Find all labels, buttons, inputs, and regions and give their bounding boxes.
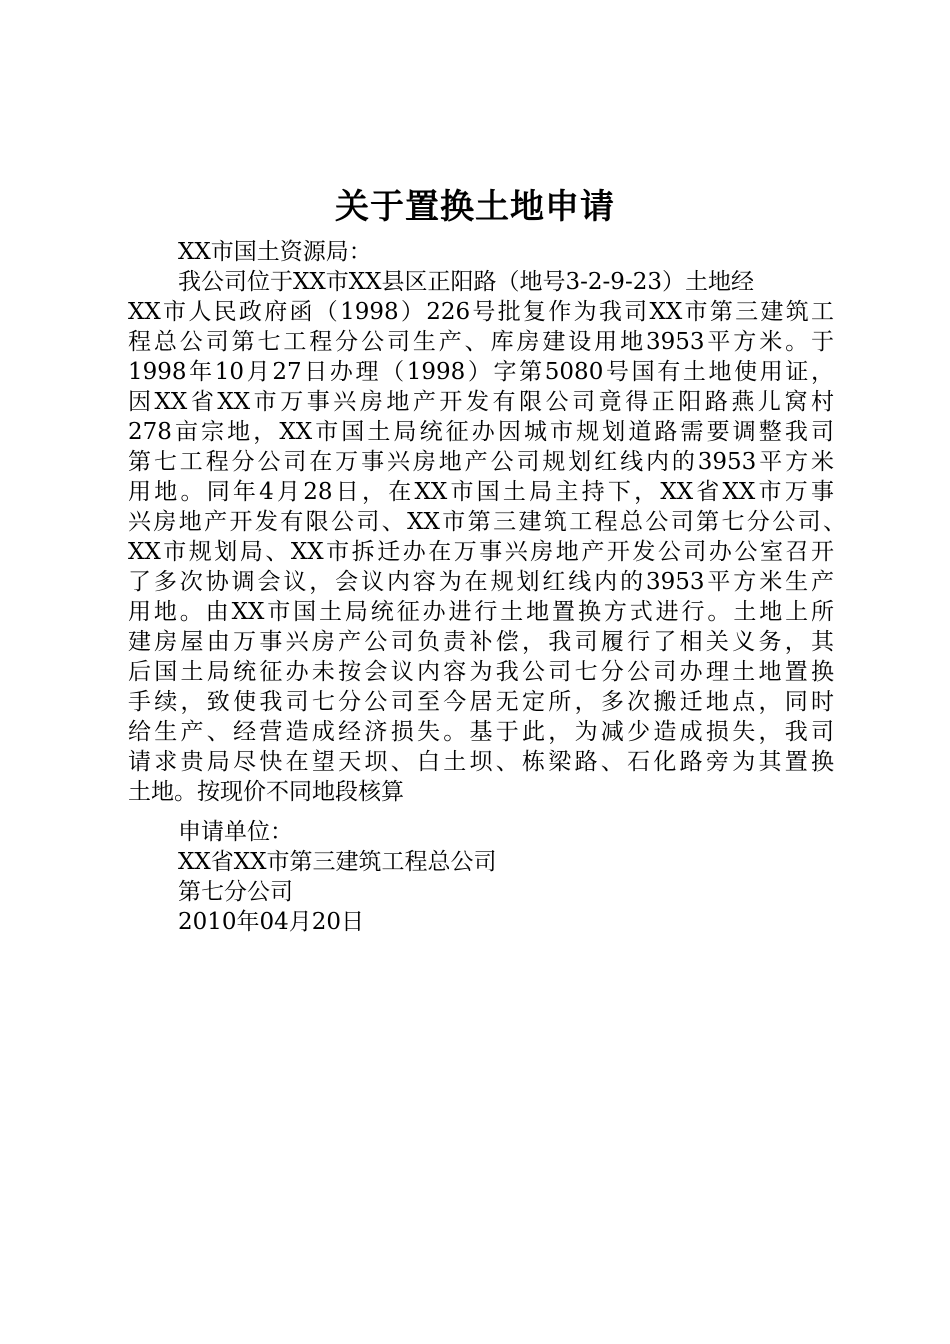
body-line-2: XX市人民政府函（1998）226号批复作为我司XX市第三建筑工 [128, 299, 834, 325]
body-line-13: 建房屋由万事兴房产公司负责补偿，我司履行了相关义务，其 [128, 629, 834, 655]
body-line-17: 请求贵局尽快在望天坝、白土坝、栋梁路、石化路旁为其置换 [128, 749, 834, 775]
body-line-1: 我公司位于XX市XX县区正阳路（地号3-2-9-23）土地经 [178, 269, 754, 295]
body-line-8: 用地。同年4月28日，在XX市国土局主持下，XX省XX市万事 [128, 479, 834, 505]
body-line-11: 了多次协调会议，会议内容为在规划红线内的3953平方米生产 [128, 569, 834, 595]
body-line-12: 用地。由XX市国土局统征办进行土地置换方式进行。土地上所 [128, 599, 834, 625]
body-line-7: 第七工程分公司在万事兴房地产公司规划红线内的3953平方米 [128, 449, 834, 475]
body-line-16: 给生产、经营造成经济损失。基于此，为减少造成损失，我司 [128, 719, 834, 745]
signature-label: 申请单位： [178, 819, 293, 845]
body-line-3: 程总公司第七工程分公司生产、库房建设用地3953平方米。于 [128, 329, 834, 355]
body-line-4: 1998年10月27日办理（1998）字第5080号国有土地使用证， [128, 359, 834, 385]
body-line-18: 土地。按现价不同地段核算 [128, 779, 404, 805]
signature-branch: 第七分公司 [178, 879, 293, 905]
body-line-6: 278亩宗地，XX市国土局统征办因城市规划道路需要调整我司 [128, 419, 834, 445]
signature-company: XX省XX市第三建筑工程总公司 [178, 849, 497, 875]
body-line-9: 兴房地产开发有限公司、XX市第三建筑工程总公司第七分公司、 [128, 509, 846, 535]
body-line-5: 因XX省XX市万事兴房地产开发有限公司竟得正阳路燕儿窝村 [128, 389, 834, 415]
signature-date: 2010年04月20日 [178, 909, 365, 935]
body-line-14: 后国土局统征办未按会议内容为我公司七分公司办理土地置换 [128, 659, 834, 685]
document-title: 关于置换土地申请 [335, 187, 615, 227]
body-line-15: 手续，致使我司七分公司至今居无定所，多次搬迁地点，同时 [128, 689, 834, 715]
body-line-10: XX市规划局、XX市拆迁办在万事兴房地产开发公司办公室召开 [128, 539, 834, 565]
salutation: XX市国土资源局： [178, 239, 372, 265]
